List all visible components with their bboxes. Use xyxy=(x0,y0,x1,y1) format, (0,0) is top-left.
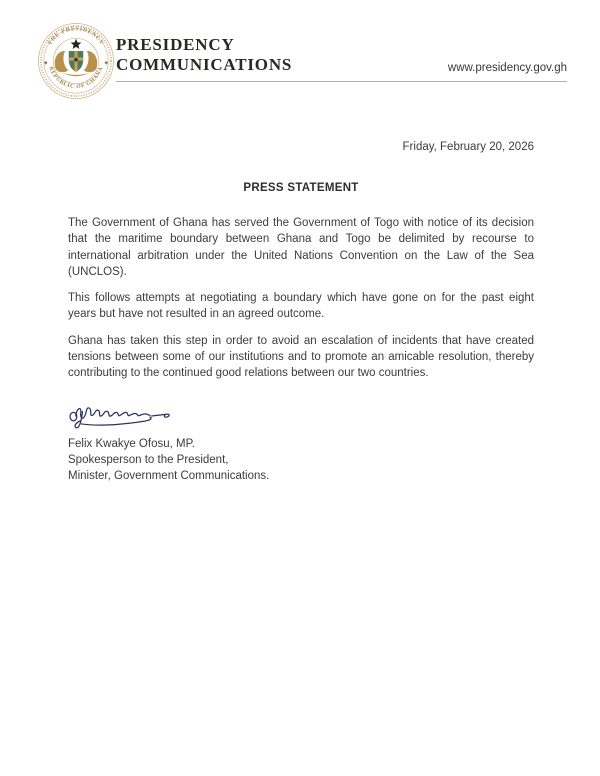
brand-line-1: PRESIDENCY xyxy=(116,35,235,54)
statement-body xyxy=(68,141,534,484)
statement-paragraph-3: Ghana has taken this step in order to avoid an escalation of incidents that have created tensions between some of our institutions and to promote an amicable resolution, thereby contributing to the continued good relations between our two countries. xyxy=(68,334,534,380)
coat-of-arms-emblem xyxy=(55,39,98,76)
signature-scrawl-icon xyxy=(64,399,186,433)
seal-bottom-text: REPUBLIC OF GHANA xyxy=(47,65,105,91)
coat-of-arms-icon xyxy=(37,22,115,100)
signer-role-1: Spokesperson to the President, xyxy=(68,453,229,466)
handwritten-signature xyxy=(64,399,186,433)
signer-block xyxy=(68,436,534,484)
header-divider xyxy=(116,81,567,82)
signer-role-2: Minister, Government Communications. xyxy=(68,469,270,482)
statement-paragraph-2: This follows attempts at negotiating a boundary which have gone on for the past eight years but have not resulted in an agreed outcome. xyxy=(68,292,534,321)
brand-title xyxy=(116,35,292,75)
website-link[interactable]: www.presidency.gov.gh xyxy=(447,62,567,74)
brand-line-2: COMMUNICATIONS xyxy=(116,55,293,74)
statement-date: Friday, February 20, 2026 xyxy=(402,141,534,153)
letterhead xyxy=(0,0,600,110)
statement-paragraph-1: The Government of Ghana has served the Government of Togo with notice of its decision that the maritime boundary between Ghana and Togo be delimited by recourse to international arbitration under the United Nations Convention on the Law of the Sea (UNCLOS). xyxy=(68,217,534,278)
seal-top-text: THE PRESIDENCY xyxy=(47,26,105,47)
signer-name: Felix Kwakye Ofosu, MP. xyxy=(68,437,195,450)
ghana-presidency-seal-logo xyxy=(37,22,115,100)
statement-title: PRESS STATEMENT xyxy=(243,182,359,194)
